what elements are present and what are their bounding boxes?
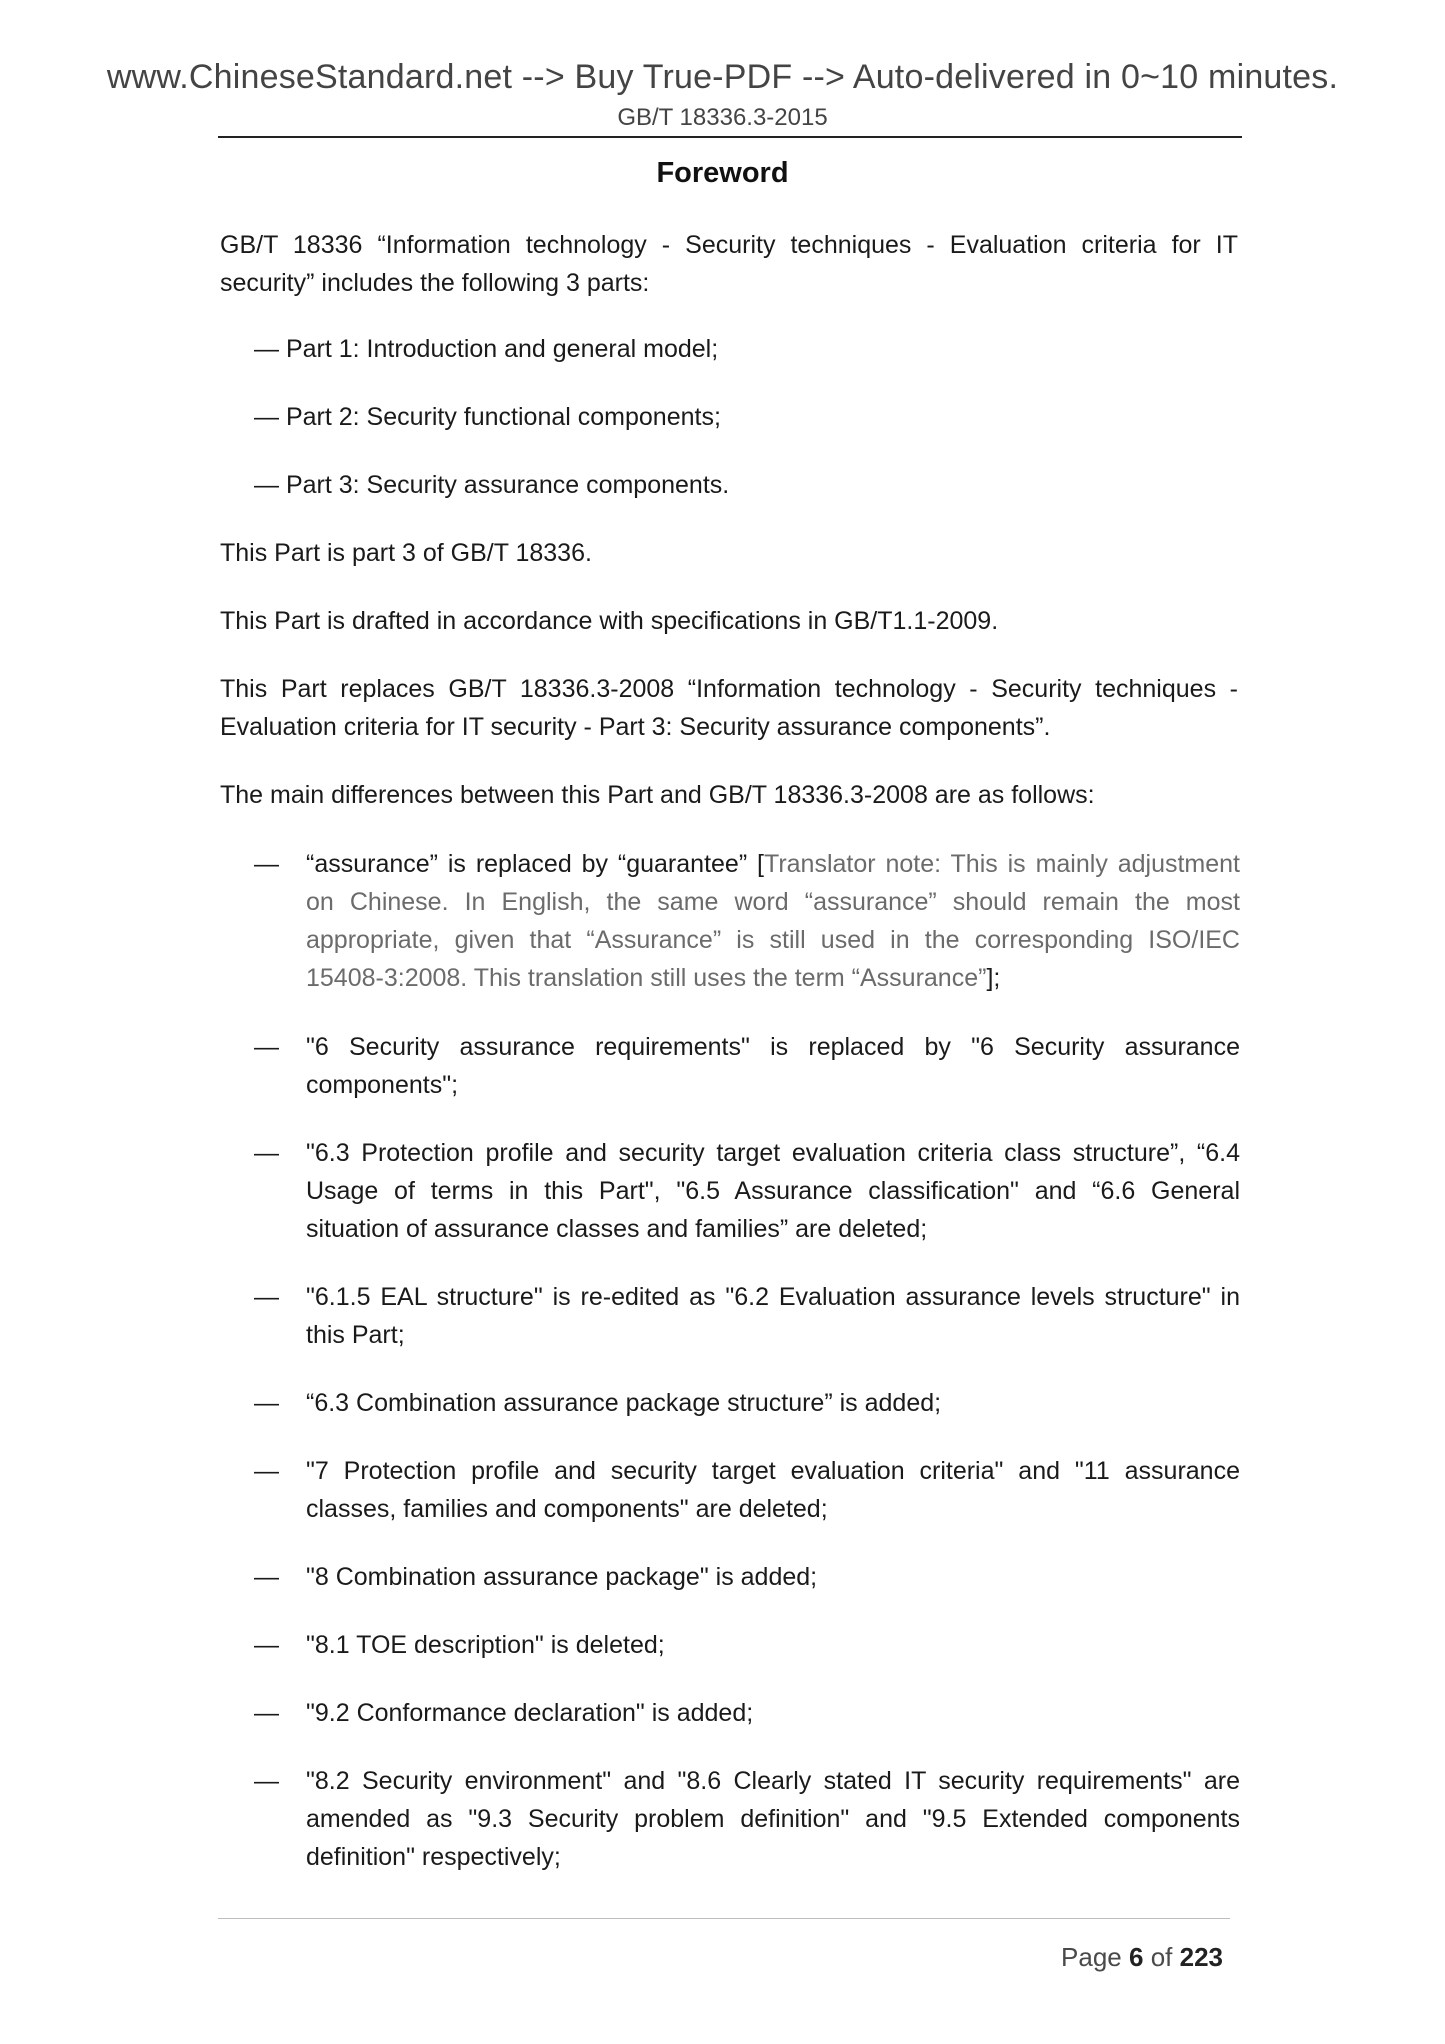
- header-divider: [218, 136, 1242, 138]
- list-dash: —: [254, 1767, 279, 1795]
- list-dash: —: [254, 1699, 279, 1727]
- difference-text: “6.3 Combination assurance package structure” is added;: [306, 1389, 942, 1417]
- difference-text: [306, 845, 1240, 997]
- difference-text: "9.2 Conformance declaration" is added;: [306, 1699, 754, 1727]
- current-page-number: 6: [1128, 1942, 1144, 1972]
- list-dash: —: [254, 1457, 279, 1485]
- of-word: of: [1150, 1942, 1173, 1972]
- source-banner: www.ChineseStandard.net --> Buy True-PDF --> Auto-delivered in 0~10 minutes.: [106, 58, 1339, 96]
- difference-text: "6 Security assurance requirements" is replaced by "6 Security assurance components";: [306, 1033, 1240, 1099]
- part-list-item: — Part 2: Security functional components;: [254, 403, 721, 431]
- list-dash: —: [254, 1139, 279, 1167]
- page-title: Foreword: [656, 157, 789, 189]
- difference-text: "6.1.5 EAL structure" is re-edited as "6.2 Evaluation assurance levels structure" in this Part;: [306, 1283, 1240, 1349]
- total-pages: 223: [1179, 1942, 1223, 1972]
- translator-note: Translator note: This is mainly adjustment on Chinese. In English, the same word “assurance” should remain the most appropriate, given that “Assurance” is still used in the corresponding ISO/IEC 15408-3:2008. This translation still uses the term “Assurance”: [306, 850, 1240, 992]
- list-dash: —: [254, 1033, 279, 1061]
- page-word: Page: [1061, 1942, 1122, 1972]
- list-dash: —: [254, 1389, 279, 1417]
- footer-divider: [218, 1918, 1230, 1919]
- difference-text: "6.3 Protection profile and security target evaluation criteria class structure”, “6.4 Usage of terms in this Part", "6.5 Assurance classification" and “6.6 General situation of assurance classes and families” are deleted;: [306, 1139, 1240, 1243]
- part-list-item: — Part 3: Security assurance components.: [254, 471, 730, 499]
- difference-tail: ];: [986, 964, 1001, 992]
- list-dash: —: [254, 1283, 279, 1311]
- page-indicator: [1061, 1942, 1223, 1973]
- difference-text: "8 Combination assurance package" is added;: [306, 1563, 818, 1591]
- difference-text: "8.1 TOE description" is deleted;: [306, 1631, 665, 1659]
- standard-code: GB/T 18336.3-2015: [617, 104, 828, 131]
- paragraph-part-of: This Part is part 3 of GB/T 18336.: [220, 539, 592, 567]
- paragraph-differences-intro: The main differences between this Part and GB/T 18336.3-2008 are as follows:: [220, 781, 1095, 809]
- intro-paragraph: GB/T 18336 “Information technology - Security techniques - Evaluation criteria for IT security” includes the following 3 parts:: [220, 231, 1238, 297]
- part-list-item: — Part 1: Introduction and general model;: [254, 335, 719, 363]
- difference-text: "7 Protection profile and security target evaluation criteria" and "11 assurance classes, families and components" are deleted;: [306, 1457, 1240, 1523]
- list-dash: —: [254, 1631, 279, 1659]
- paragraph-replaces: This Part replaces GB/T 18336.3-2008 “Information technology - Security techniques - Evaluation criteria for IT security - Part 3: Security assurance components”.: [220, 675, 1238, 741]
- paragraph-drafting: This Part is drafted in accordance with specifications in GB/T1.1-2009.: [220, 607, 999, 635]
- list-dash: —: [254, 1563, 279, 1591]
- list-dash: —: [254, 850, 279, 878]
- difference-text: "8.2 Security environment" and "8.6 Clearly stated IT security requirements" are amended as "9.3 Security problem definition" and "9.5 Extended components definition" respectively;: [306, 1767, 1240, 1871]
- difference-lead: “assurance” is replaced by “guarantee” [: [306, 850, 764, 878]
